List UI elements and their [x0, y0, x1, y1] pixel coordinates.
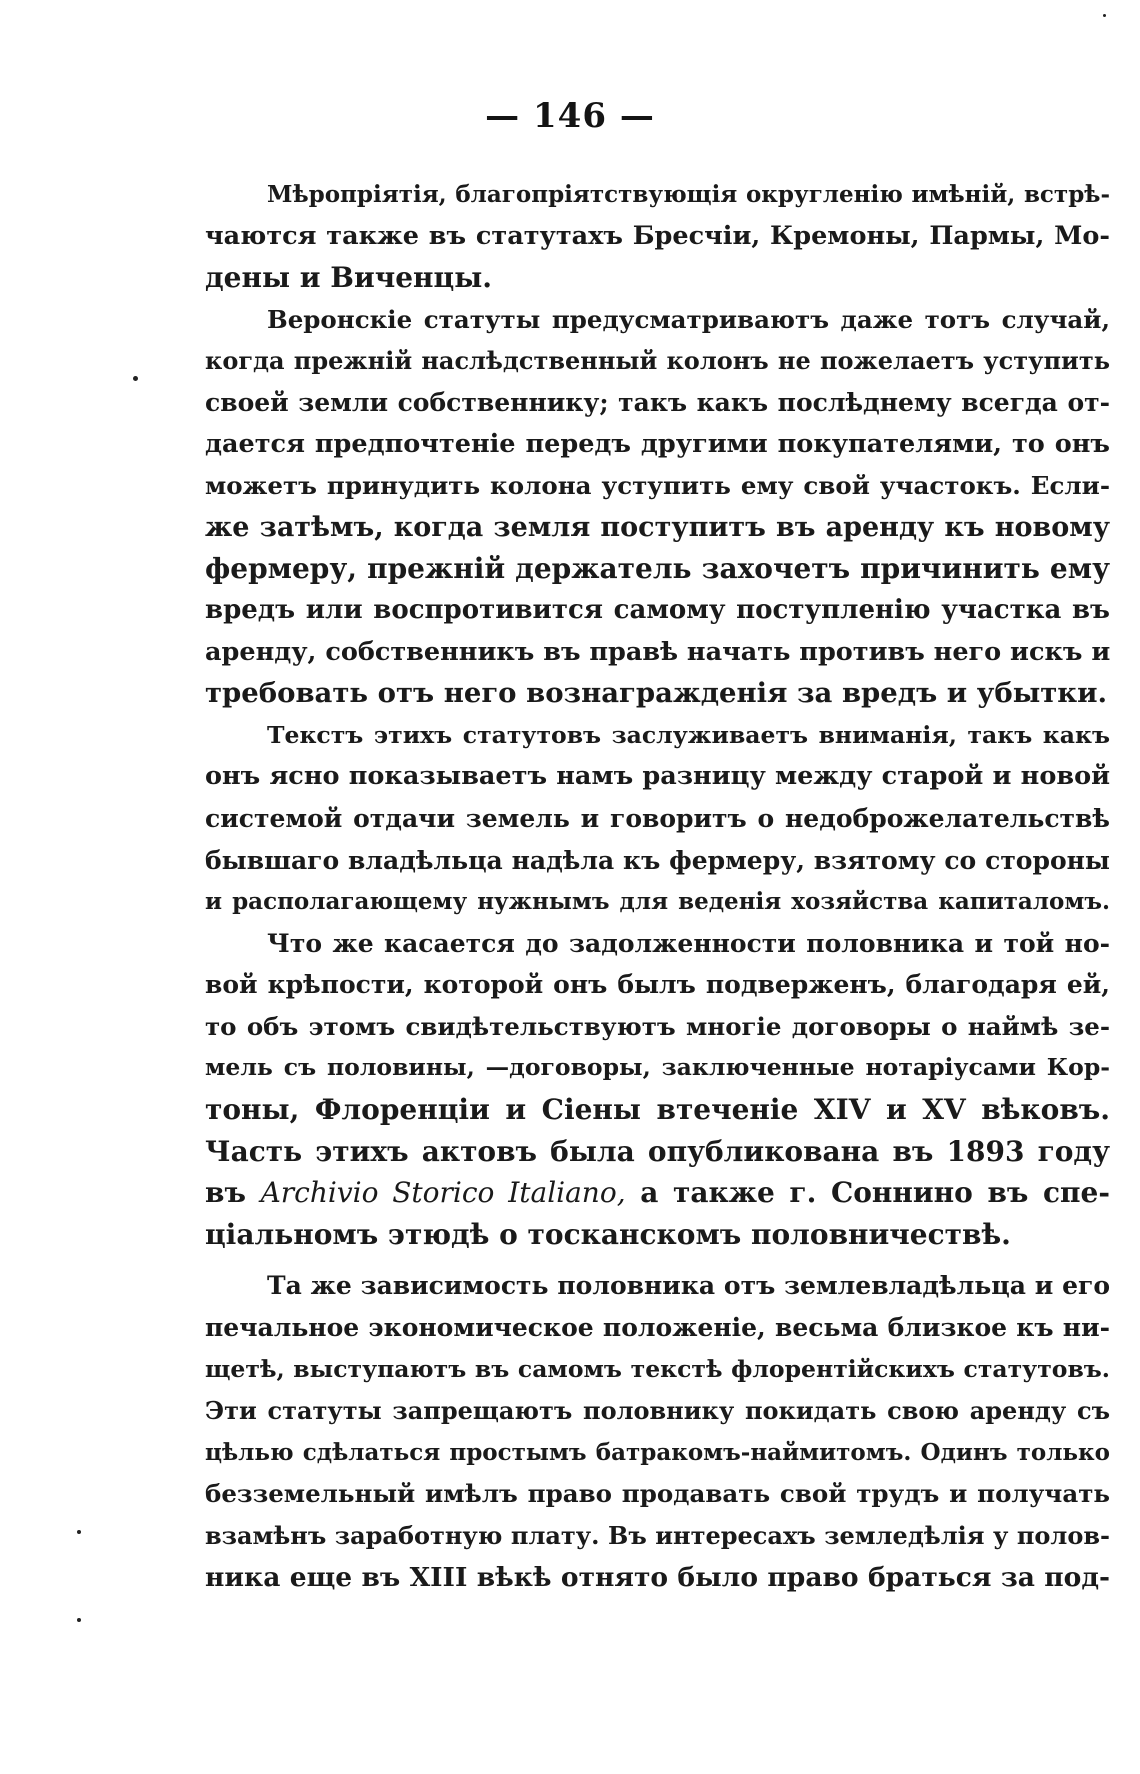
text-line: своей земли собственнику; такъ какъ послѣднему всегда от- [205, 387, 1110, 417]
text-line: Та же зависимость половника отъ землевладѣльца и его [267, 1271, 1110, 1301]
italic-title: Archivio Storico Italiano, [260, 1176, 626, 1210]
text-line: аренду, собственникъ въ правѣ начать противъ него искъ и [205, 636, 1110, 667]
text-line: цѣлью сдѣлаться простымъ батракомъ-наймитомъ. Одинъ только [205, 1438, 1110, 1466]
text-line: щетѣ, выступаютъ въ самомъ текстѣ флорентійскихъ статутовъ. [205, 1354, 1110, 1383]
text-line: когда прежній наслѣдственный колонъ не пожелаетъ уступить [205, 346, 1110, 376]
text-line: вой крѣпости, которой онъ былъ подверженъ, благодаря ей, [205, 970, 1110, 1000]
text-line: безземельный имѣлъ право продавать свой трудъ и получать [205, 1479, 1110, 1509]
text-run: а также г. Соннино въ спе- [625, 1176, 1110, 1210]
text-line: бывшаго владѣльца надѣла къ фермеру, взятому со стороны [205, 845, 1110, 875]
text-line: требовать отъ него вознагражденія за вредъ и убытки. [205, 677, 1108, 710]
print-speck [133, 376, 138, 381]
text-line: дены и Виченцы. [205, 261, 493, 295]
text-line: дается предпочтеніе передъ другими покупателями, то онъ [205, 428, 1110, 459]
body-text [205, 174, 1110, 1598]
text-line: Текстъ этихъ статутовъ заслуживаетъ вниманія, такъ какъ [267, 720, 1110, 749]
text-line: мель съ половины, —договоры, заключенные нотаріусами Кор- [205, 1053, 1110, 1082]
text-line: взамѣнъ заработную плату. Въ интересахъ земледѣлія у полов- [205, 1521, 1110, 1550]
paragraph [205, 299, 1110, 715]
text-line: Эти статуты запрещаютъ половнику покидать свою аренду съ [205, 1396, 1110, 1426]
paragraph-gap [205, 1255, 1110, 1265]
text-line-with-italic [205, 1172, 1110, 1214]
text-line: фермеру, прежній держатель захочетъ причинить ему [205, 552, 1110, 586]
text-line: тоны, Флоренціи и Сіены втеченіе XIV и XV вѣковъ. [205, 1093, 1110, 1127]
print-speck [1103, 14, 1106, 17]
text-line: Веронскіе статуты предусматриваютъ даже тотъ случай, [267, 304, 1110, 334]
text-line: Что же касается до задолженности половника и той но- [267, 928, 1110, 958]
text-line: чаются также въ статутахъ Бресчіи, Кремоны, Пармы, Мо- [205, 220, 1110, 251]
text-line: ціальномъ этюдѣ о тосканскомъ половничествѣ. [205, 1217, 1011, 1251]
text-line: онъ ясно показываетъ намъ разницу между старой и новой [205, 761, 1110, 792]
text-line: то объ этомъ свидѣтельствуютъ многіе договоры о наймѣ зе- [205, 1011, 1110, 1041]
text-line: Часть этихъ актовъ была опубликована въ 1893 году [205, 1134, 1110, 1168]
text-line: можетъ принудить колона уступить ему свой участокъ. Если- [205, 471, 1110, 501]
page-number: — 146 — [485, 96, 655, 136]
print-speck [77, 1618, 81, 1622]
paragraph [205, 1265, 1110, 1598]
text-line: ника еще въ XIII вѣкѣ отнято было право браться за под- [205, 1561, 1110, 1593]
text-line: системой отдачи земель и говоритъ о недоброжелательствѣ [205, 803, 1110, 833]
text-line: и располагающему нужнымъ для веденія хозяйства капиталомъ. [205, 888, 1110, 916]
text-line: Мѣропріятія, благопріятствующія округленію имѣній, встрѣ- [267, 181, 1110, 208]
text-line: же затѣмъ, когда земля поступитъ въ аренду къ новому [205, 511, 1110, 543]
paragraph [205, 174, 1110, 299]
paragraph [205, 715, 1110, 923]
text-line: печальное экономическое положеніе, весьма близкое къ ни- [205, 1313, 1110, 1343]
text-run: въ [205, 1176, 261, 1210]
print-speck [77, 1530, 81, 1534]
paragraph [205, 923, 1110, 1256]
text-line: вредъ или воспротивится самому поступленію участка въ [205, 594, 1110, 625]
